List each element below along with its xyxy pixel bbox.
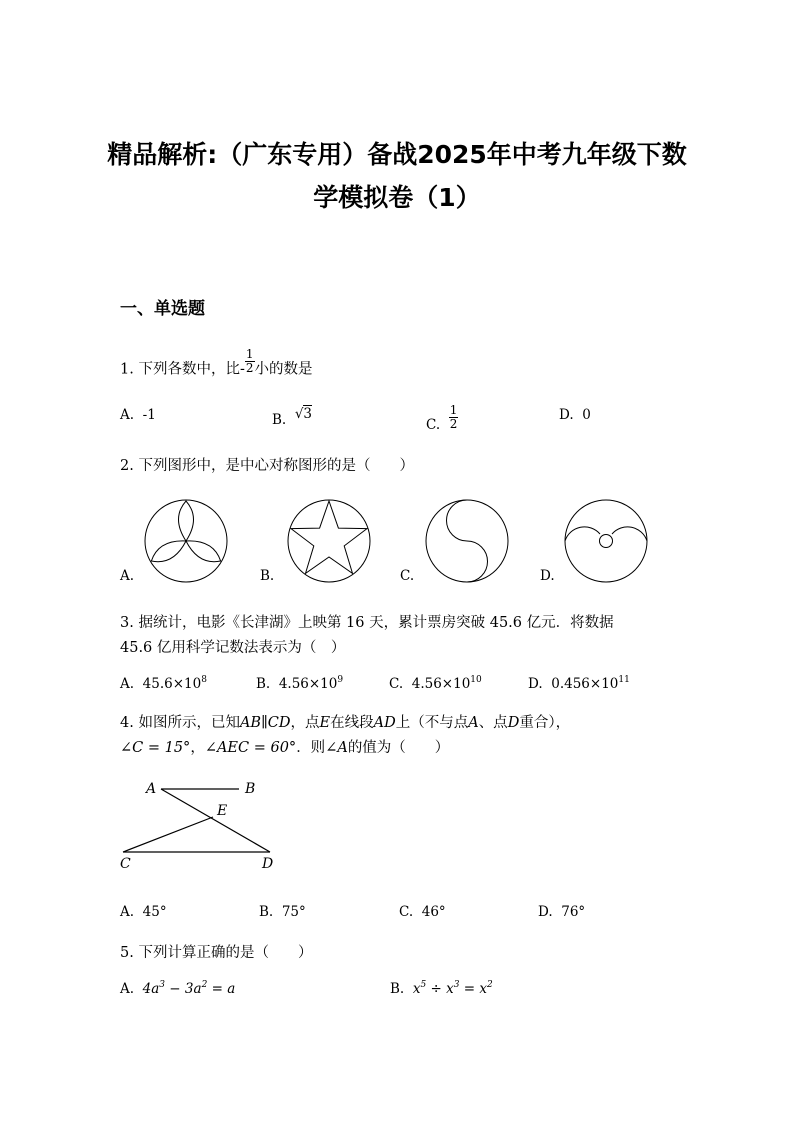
- expr-part: ÷ x: [426, 981, 454, 997]
- option-label: A.: [120, 904, 135, 920]
- q5-option-a: [120, 981, 235, 997]
- option-base: 4.56×10: [411, 676, 471, 692]
- option-expression: [143, 981, 236, 997]
- expr-part: x: [412, 981, 421, 997]
- question-1-suffix: 小的数是: [254, 361, 313, 378]
- q5-option-b: [390, 981, 493, 997]
- q4-text: ．则: [296, 740, 326, 756]
- q2-label-a: A.: [120, 568, 135, 584]
- expr-part: − 3a: [165, 981, 202, 997]
- q2-figure-b-star-icon: [286, 498, 372, 584]
- fraction-denominator: 2: [449, 417, 458, 431]
- q4-text: ，: [190, 740, 205, 756]
- option-base: 45.6×10: [142, 676, 202, 692]
- q1-option-d: [559, 407, 591, 423]
- expr-part: = a: [207, 981, 236, 997]
- q4-math-angle: ∠C = 15°: [120, 740, 191, 756]
- option-label: C.: [399, 904, 414, 920]
- option-label: B.: [259, 904, 274, 920]
- option-exponent: 8: [201, 675, 207, 685]
- option-label: B.: [390, 981, 405, 997]
- question-1: [120, 347, 313, 383]
- q3-option-b: [256, 676, 343, 692]
- q4-text: ，点: [290, 715, 320, 731]
- option-label: C.: [389, 676, 404, 692]
- option-label: C.: [426, 417, 441, 433]
- q4-text: 、点: [478, 715, 508, 731]
- q4-option-a: [120, 904, 167, 920]
- q4-math-parallel: AB∥CD: [239, 715, 291, 731]
- expr-exponent: 2: [486, 980, 493, 990]
- option-label: A.: [120, 676, 135, 692]
- q4-option-b: [259, 904, 306, 920]
- q4-geometry-figure: [115, 775, 285, 875]
- option-label: B.: [272, 412, 287, 428]
- q3-option-d: [528, 676, 630, 692]
- fraction-numerator: 1: [449, 403, 458, 417]
- q3-option-c: [389, 676, 482, 692]
- expr-exponent: 3: [159, 980, 166, 990]
- question-2: 2. 下列图形中，是中心对称图形的是（ ）: [120, 458, 414, 474]
- fraction-numerator: 1: [245, 347, 254, 361]
- question-1-minus: -: [239, 361, 245, 378]
- q2-figure-c-yinyang-icon: [424, 498, 510, 584]
- expr-part: = x: [459, 981, 487, 997]
- option-label: D.: [538, 904, 553, 920]
- q4-math-segment: AD: [373, 715, 396, 731]
- q3-option-a: [120, 676, 207, 692]
- q2-label-b: B.: [260, 568, 275, 584]
- point-label-e: E: [217, 803, 228, 819]
- option-value: 46°: [421, 904, 446, 920]
- option-value: 75°: [281, 904, 306, 920]
- expr-exponent: 5: [420, 980, 427, 990]
- q4-option-d: [538, 904, 585, 920]
- option-value: 0: [582, 407, 591, 423]
- question-3-line-1: 3. 据统计，电影《长津湖》上映第 16 天，累计票房突破 45.6 亿元．将数据: [120, 615, 614, 631]
- q4-math-point: E: [319, 715, 331, 731]
- q2-figure-d-icon: [563, 498, 649, 584]
- q4-text: 在线段: [330, 715, 374, 731]
- option-label: A.: [120, 407, 135, 423]
- q4-text: 的值为（ ）: [347, 740, 450, 756]
- question-1-prefix: 1. 下列各数中，比: [120, 361, 240, 378]
- document-title-line-1: 精品解析:（广东专用）备战2025年中考九年级下数: [107, 140, 687, 169]
- option-value: 45°: [142, 904, 167, 920]
- q4-math-angle: ∠AEC = 60°: [204, 740, 297, 756]
- question-4-line-1: [120, 711, 570, 732]
- option-label: B.: [256, 676, 271, 692]
- q1-option-a: [120, 407, 156, 423]
- document-title-line-2: 学模拟卷（1）: [313, 183, 481, 212]
- option-fraction: [449, 404, 459, 431]
- point-label-b: B: [245, 781, 256, 797]
- question-3-line-2: 45.6 亿用科学记数法表示为（ ）: [120, 640, 346, 656]
- point-label-c: C: [120, 856, 131, 872]
- q4-math-angle: ∠A: [325, 740, 348, 756]
- q2-figure-a-icon: [143, 498, 229, 584]
- option-value: 76°: [561, 904, 586, 920]
- option-exponent: 11: [618, 675, 630, 685]
- q4-option-c: [399, 904, 446, 920]
- option-label: A.: [120, 981, 135, 997]
- option-expression: [413, 981, 493, 997]
- option-exponent: 9: [337, 675, 344, 685]
- question-1-fraction: [245, 348, 255, 375]
- section-heading: 一、单选题: [120, 299, 205, 319]
- sqrt-icon: √3: [294, 406, 313, 422]
- expr-exponent: 3: [453, 980, 460, 990]
- option-value: -1: [142, 407, 156, 423]
- option-label: D.: [559, 407, 574, 423]
- q4-text: 上（不与点: [395, 715, 469, 731]
- option-label: D.: [528, 676, 543, 692]
- question-4-line-2: [120, 736, 449, 757]
- question-5: 5. 下列计算正确的是（ ）: [120, 945, 313, 961]
- q4-text: 4. 如图所示，已知: [120, 715, 240, 731]
- q2-label-c: C.: [400, 568, 415, 584]
- option-exponent: 10: [470, 675, 482, 685]
- point-label-a: A: [146, 781, 157, 797]
- q1-option-b: [272, 406, 313, 428]
- fraction-denominator: 2: [245, 361, 254, 375]
- q4-math-point: D: [507, 715, 520, 731]
- q2-label-d: D.: [540, 568, 555, 584]
- point-label-d: D: [262, 856, 274, 872]
- q4-text: 重合），: [519, 715, 571, 731]
- expr-part: 4a: [142, 981, 160, 997]
- radicand: 3: [303, 406, 313, 422]
- option-base: 4.56×10: [278, 676, 338, 692]
- q4-math-point: A: [468, 715, 479, 731]
- expr-exponent: 2: [201, 980, 208, 990]
- option-base: 0.456×10: [551, 676, 619, 692]
- q1-option-c: [426, 403, 458, 439]
